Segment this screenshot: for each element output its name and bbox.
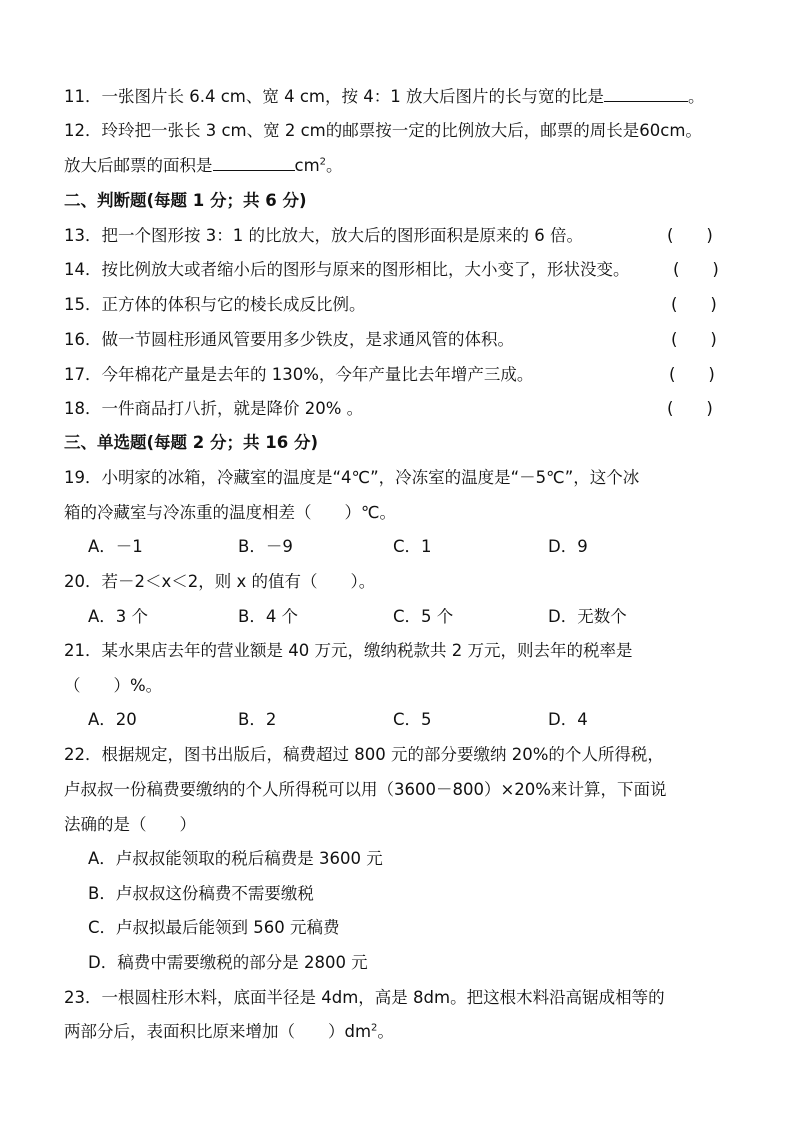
option-d[interactable]: D．无数个 [548,607,627,626]
question-12-line-1: 12．玲玲把一张长 3 cm、宽 2 cm的邮票按一定的比例放大后，邮票的周长是60cm。 [64,121,702,140]
answer-blank-12[interactable] [213,152,295,171]
answer-paren-17[interactable]: ( ) [669,365,715,384]
option-b[interactable]: B．4 个 [238,607,299,626]
question-11-text: 11．一张图片长 6.4 cm、宽 4 cm，按 4：1 放大后图片的长与宽的比是 [64,87,604,106]
question-21-line-2: （ ）%。 [64,676,163,695]
answer-paren-13[interactable]: ( ) [667,226,713,245]
option-d[interactable]: D．9 [548,537,588,556]
question-12-line-2: 放大后邮票的面积是 $cm^2$。 [64,151,754,181]
question-22-option-b[interactable]: B．卢叔叔这份稿费不需要缴税 [88,884,314,903]
answer-paren-18[interactable]: ( ) [667,399,713,418]
question-22-line-1: 22．根据规定，图书出版后，稿费超过 800 元的部分要缴纳 20%的个人所得税， [64,745,664,764]
question-22-line-2: 卢叔叔一份稿费要缴纳的个人所得税可以用（3600－800）×20%来计算，下面说 [64,780,667,799]
answer-paren-16[interactable]: ( ) [671,330,717,349]
option-c[interactable]: C．5 [393,710,432,729]
question-19-line-2: 箱的冷藏室与冷冻重的温度相差（ ）℃。 [64,503,397,522]
option-a[interactable]: A．3 个 [88,607,149,626]
option-c[interactable]: C．5 个 [393,607,454,626]
section-heading-single-choice: 三、单选题(每题 2 分；共 16 分) [64,433,319,452]
question-19-line-1: 19．小明家的冰箱，冷藏室的温度是“4℃”，冷冻室的温度是“－5℃”，这个冰 [64,468,640,487]
question-21-line-1: 21．某水果店去年的营业额是 40 万元，缴纳税款共 2 万元，则去年的税率是 [64,641,633,660]
question-14: 14．按比例放大或者缩小后的图形与原来的图形相比，大小变了，形状没变。 ( ) [64,255,754,285]
option-d[interactable]: D．4 [548,710,588,729]
question-22-option-d[interactable]: D．稿费中需要缴税的部分是 2800 元 [88,953,368,972]
answer-paren-14[interactable]: ( ) [673,260,719,279]
question-20-line-1: 20．若－2＜x＜2，则 x 的值有（ ）。 [64,572,376,591]
question-22-line-3: 法确的是（ ） [64,815,196,834]
question-22-option-a[interactable]: A．卢叔叔能领取的税后稿费是 3600 元 [88,849,383,868]
answer-paren-15[interactable]: ( ) [671,295,717,314]
question-23-line-1: 23．一根圆柱形木料，底面半径是 4dm，高是 8dm。把这根木料沿高锯成相等的 [64,988,665,1007]
option-c[interactable]: C．1 [393,537,432,556]
question-13: 13．把一个图形按 3：1 的比放大，放大后的图形面积是原来的 6 倍。 ( ) [64,221,754,251]
question-22-option-c[interactable]: C．卢叔拟最后能领到 560 元稿费 [88,918,340,937]
question-23-line-2: 两部分后，表面积比原来增加（ ）$dm^2$。 [64,1022,394,1041]
question-17: 17．今年棉花产量是去年的 130%，今年产量比去年增产三成。 ( ) [64,360,754,390]
option-b[interactable]: B．－9 [238,537,293,556]
option-b[interactable]: B．2 [238,710,277,729]
option-a[interactable]: A．20 [88,710,137,729]
section-heading-judgement: 二、判断题(每题 1 分；共 6 分) [64,191,307,210]
question-18: 18．一件商品打八折，就是降价 20% 。 ( ) [64,394,754,424]
question-11: 11．一张图片长 6.4 cm、宽 4 cm，按 4：1 放大后图片的长与宽的比是 。 [64,82,754,112]
question-15: 15．正方体的体积与它的棱长成反比例。 ( ) [64,290,754,320]
question-16: 16．做一节圆柱形通风管要用多少铁皮，是求通风管的体积。 ( ) [64,325,754,355]
answer-blank-11[interactable] [604,83,688,102]
option-a[interactable]: A．－1 [88,537,143,556]
